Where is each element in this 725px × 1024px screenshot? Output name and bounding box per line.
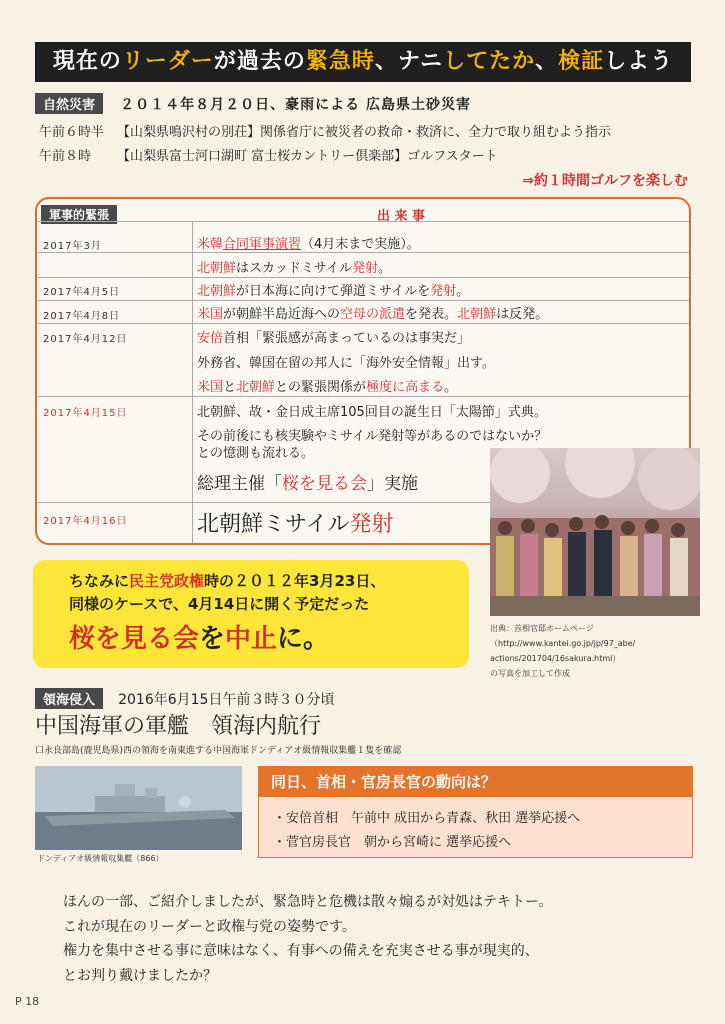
event-text: その前後にも核実験やミサイル発射等があるのではないか？ xyxy=(197,429,548,444)
date-cell: 2017年4月12日 xyxy=(43,334,128,345)
page-title: 現在のリーダーが過去の緊急時、ナニしてたか、検証しよう xyxy=(35,42,691,82)
military-tag: 軍事的緊張 xyxy=(41,205,117,224)
sakura-photo xyxy=(490,448,700,616)
ship-caption: ドンディアオ級情報収集艦（866） xyxy=(37,854,164,863)
event-text: との憶測も流れる。 xyxy=(197,446,315,461)
date-cell: 2017年4月15日 xyxy=(43,408,128,419)
date-cell: 2017年4月16日 xyxy=(43,516,128,527)
date-cell: 2017年4月8日 xyxy=(43,311,121,322)
event-text: 米国と北朝鮮との緊張関係が極度に高まる。 xyxy=(197,380,458,395)
event-text: 米国が朝鮮半島近海への空母の派遣を発表。北朝鮮は反発。 xyxy=(197,307,549,322)
closing-line: ほんの一部、ご紹介しましたが、緊急時と危機は散々煽るが対処はテキトー。 xyxy=(63,894,553,910)
disaster-header xyxy=(35,93,471,114)
pm-item: ・菅官房長官 朝から宮崎に 選挙応援へ xyxy=(273,835,512,850)
territory-detail: 口永良部島(鹿児島県)西の領海を南東進する中国海軍ドンディアオ級情報収集艦１隻を確認 xyxy=(35,746,402,756)
event-text: 安倍首相「緊張感が高まっているのは事実だ」 xyxy=(197,331,471,346)
disaster-row: 午前８時 【山梨県富士河口湖町 富士桜カントリー倶楽部】ゴルフスタート xyxy=(39,149,498,164)
event-text: 北朝鮮はスカッドミサイル発射。 xyxy=(197,261,392,276)
pm-activity-box xyxy=(258,766,693,858)
photo-caption: 出典：首相官邸ホームページ （http://www.kantei.go.jp/jp/97_abe/ actions/201704/16sakura.html） の写真を加工して作成 xyxy=(490,624,636,678)
disaster-tag: 自然災害 xyxy=(35,93,103,114)
event-text: 総理主催「桜を見る会」実施 xyxy=(197,474,418,494)
closing-line: とお判り戴けましたか？ xyxy=(63,968,217,984)
event-text: 北朝鮮、故・金日成主席105回目の誕生日「太陽節」式典。 xyxy=(197,405,547,420)
callout-line: ちなみに民主党政権時の２０１２年3月23日、 xyxy=(69,572,386,590)
date-cell: 2017年4月5日 xyxy=(43,287,121,298)
callout-line: 桜を見る会を中止に。 xyxy=(69,624,330,654)
territory-tag: 領海侵入 xyxy=(35,688,103,709)
closing-line: 権力を集中させる事に意味はなく、有事への備えを充実させる事が現実的、 xyxy=(63,943,539,959)
territory-headline: 中国海軍の軍艦 領海内航行 xyxy=(35,714,322,739)
pm-item: ・安倍首相 午前中 成田から青森、秋田 選挙応援へ xyxy=(273,811,581,826)
golf-note: ⇒約１時間ゴルフを楽しむ xyxy=(522,173,688,189)
page-number: P 18 xyxy=(15,995,40,1008)
closing-line: これが現在のリーダーと政権与党の姿勢です。 xyxy=(63,919,356,935)
territory-date: 2016年6月15日午前３時３０分頃 xyxy=(118,692,335,708)
date-cell: 2017年3月 xyxy=(43,241,102,252)
territory-header xyxy=(35,688,334,709)
event-text: 北朝鮮ミサイル発射 xyxy=(197,512,394,537)
event-text: 北朝鮮が日本海に向けて弾道ミサイルを発射。 xyxy=(197,284,470,299)
pm-box-header: 同日、首相・官房長官の動向は？ xyxy=(259,767,692,797)
event-text: 米韓合同軍事演習（4月末まで実施）。 xyxy=(197,237,420,252)
callout-box xyxy=(33,560,469,668)
callout-line: 同様のケースで、4月14日に開く予定だった xyxy=(69,595,370,613)
military-header: 出 来 事 xyxy=(377,209,426,224)
disaster-row: 午前６時半 【山梨県鳴沢村の別荘】関係省庁に被災者の救命・救済に、全力で取り組むよう指示 xyxy=(39,125,612,140)
disaster-headline: ２０１４年８月２０日、豪雨による 広島県土砂災害 xyxy=(120,97,471,113)
event-text: 外務省、韓国在留の邦人に「海外安全情報」出す。 xyxy=(197,356,495,371)
ship-photo xyxy=(35,766,242,850)
